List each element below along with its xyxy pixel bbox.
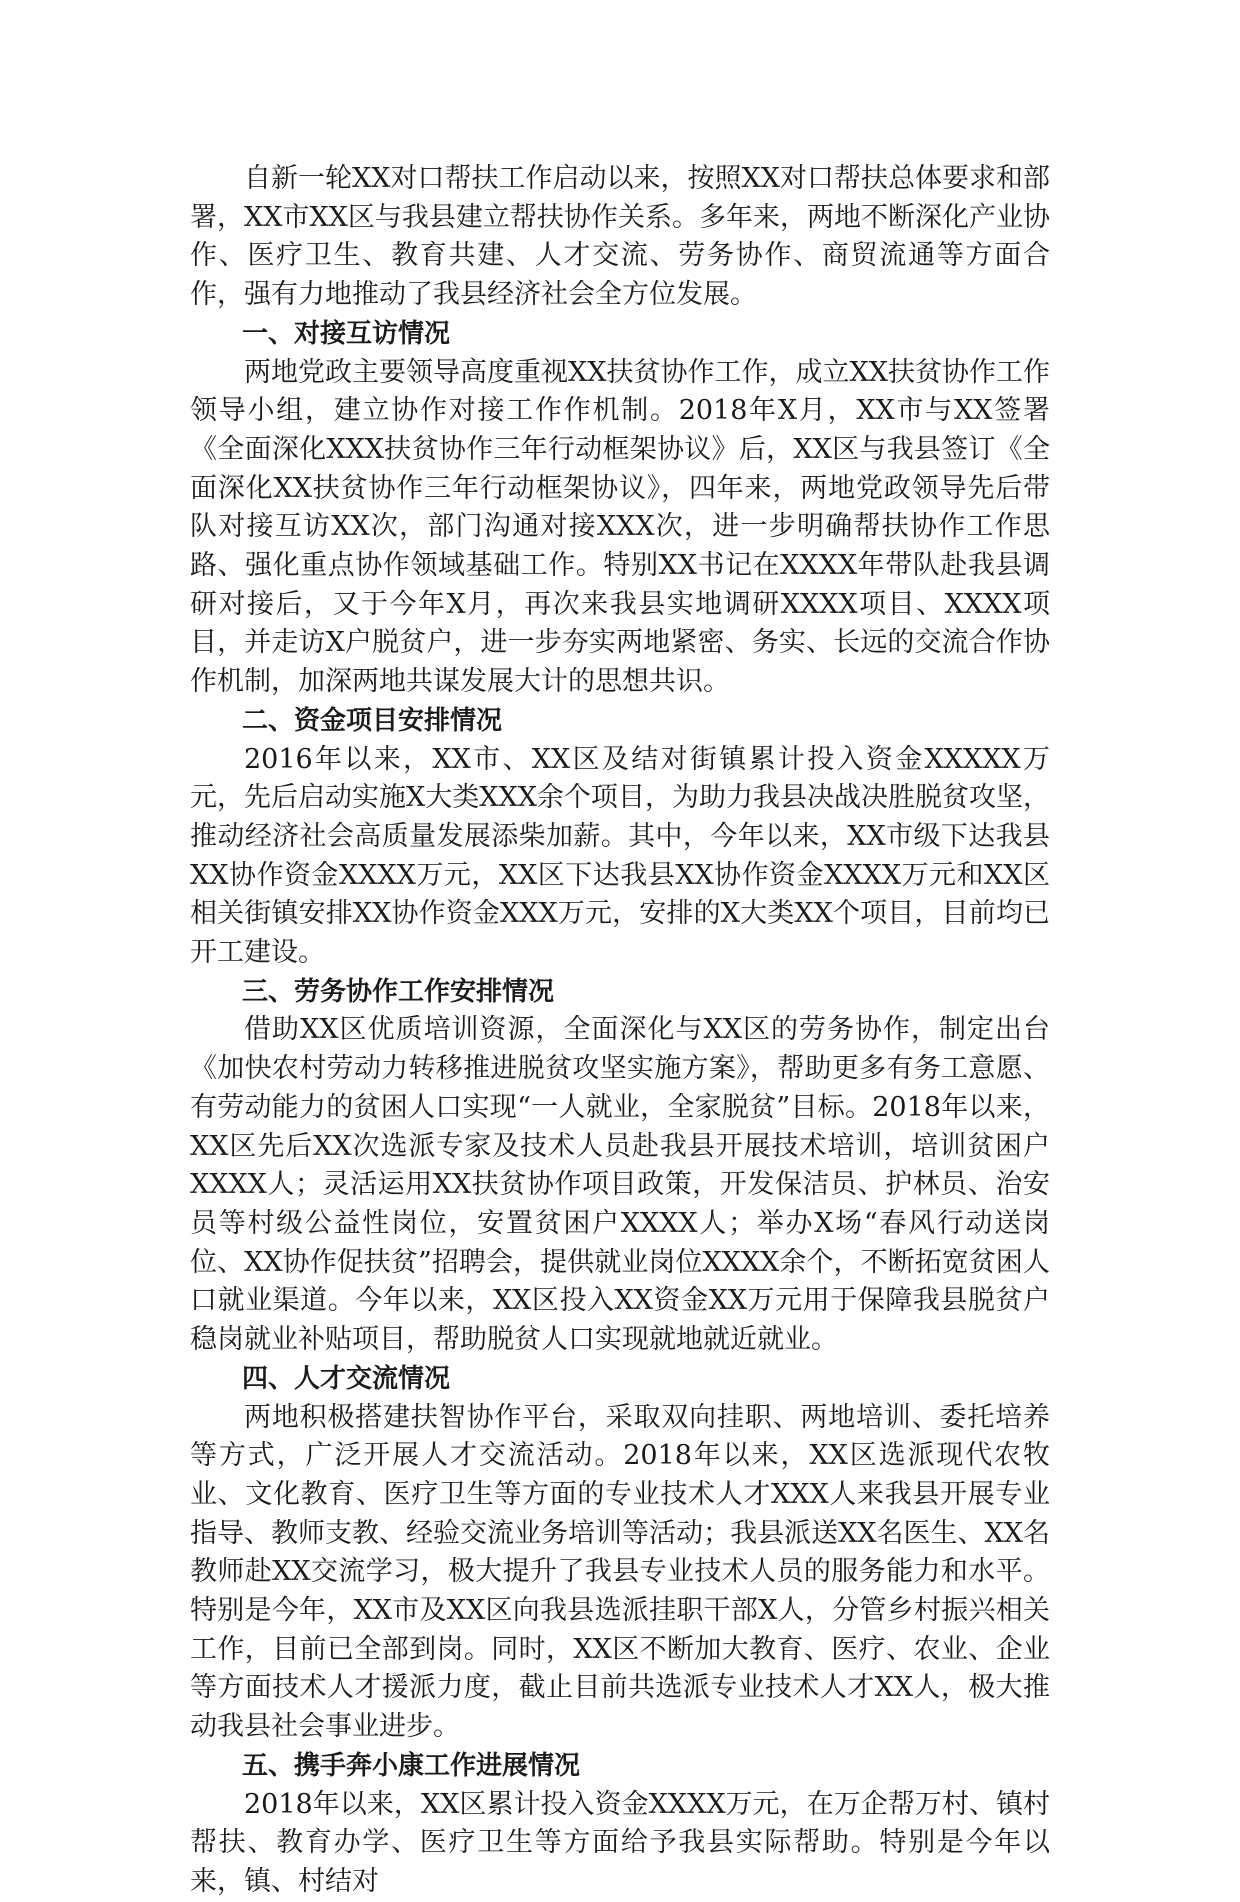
- section-paragraph-5: 2018年以来，XX区累计投入资金XXXX万元，在万企帮万村、镇村帮扶、教育办学、医疗卫生等方面给予我县实际帮助。特别是今年以来，镇、村结对: [190, 1788, 1050, 1897]
- section-heading-5: 五、携手奔小康工作进展情况: [242, 1750, 581, 1781]
- section-paragraph-3: 借助XX区优质培训资源，全面深化与XX区的劳务协作，制定出台《加快农村劳动力转移推进脱贫攻坚实施方案》，帮助更多有务工意愿、有劳动能力的贫困人口实现“一人就业，全家脱贫”目标。2018年以来，XX区先后XX次选派专家及技术人员赴我县开展技术培训，培训贫困户XXXX人；灵活运用XX扶贫协作项目政策，开发保洁员、护林员、治安员等村级公益性岗位，安置贫困户XXXX人；举办X场“春风行动送岗位、XX协作促扶贫”招聘会，提供就业岗位XXXX余个，不断拓宽贫困人口就业渠道。今年以来，XX区投入XX资金XX万元用于保障我县脱贫户稳岗就业补贴项目，帮助脱贫人口实现就地就近就业。: [190, 1014, 1050, 1356]
- intro-paragraph: 自新一轮XX对口帮扶工作启动以来，按照XX对口帮扶总体要求和部署，XX市XX区与我县建立帮扶协作关系。多年来，两地不断深化产业协作、医疗卫生、教育共建、人才交流、劳务协作、商贸流通等方面合作，强有力地推动了我县经济社会全方位发展。: [190, 163, 1050, 311]
- section-paragraph-2: 2016年以来，XX市、XX区及结对街镇累计投入资金XXXXX万元，先后启动实施X大类XXX余个项目，为助力我县决战决胜脱贫攻坚，推动经济社会高质量发展添柴加薪。其中，今年以来，XX市级下达我县XX协作资金XXXX万元，XX区下达我县XX协作资金XXXX万元和XX区相关街镇安排XX协作资金XXX万元，安排的X大类XX个项目，目前均已开工建设。: [190, 743, 1050, 969]
- section-heading-1: 一、对接互访情况: [242, 318, 451, 349]
- section-paragraph-1: 两地党政主要领导高度重视XX扶贫协作工作，成立XX扶贫协作工作领导小组，建立协作对接工作作机制。2018年X月，XX市与XX签署《全面深化XXX扶贫协作三年行动框架协议》后，XX区与我县签订《全面深化XX扶贫协作三年行动框架协议》，四年来，两地党政领导先后带队对接互访XX次，部门沟通对接XXX次，进一步明确帮扶协作工作思路、强化重点协作领域基础工作。特别XX书记在XXXX年带队赴我县调研对接后，又于今年X月，再次来我县实地调研XXXX项目、XXXX项目，并走访X户脱贫户，进一步夯实两地紧密、务实、长远的交流合作协作机制，加深两地共谋发展大计的思想共识。: [190, 356, 1050, 698]
- document-body: [190, 160, 1050, 1902]
- section-heading-2: 二、资金项目安排情况: [242, 705, 503, 736]
- section-heading-4: 四、人才交流情况: [242, 1363, 451, 1394]
- section-heading-3: 三、劳务协作工作安排情况: [242, 976, 555, 1007]
- section-paragraph-4: 两地积极搭建扶智协作平台，采取双向挂职、两地培训、委托培养等方式，广泛开展人才交流活动。2018年以来，XX区选派现代农牧业、文化教育、医疗卫生等方面的专业技术人才XXX人来我县开展专业指导、教师支教、经验交流业务培训等活动；我县派送XX名医生、XX名教师赴XX交流学习，极大提升了我县专业技术人员的服务能力和水平。特别是今年，XX市及XX区向我县选派挂职干部X人，分管乡村振兴相关工作，目前已全部到岗。同时，XX区不断加大教育、医疗、农业、企业等方面技术人才援派力度，截止目前共选派专业技术人才XX人，极大推动我县社会事业进步。: [190, 1401, 1050, 1743]
